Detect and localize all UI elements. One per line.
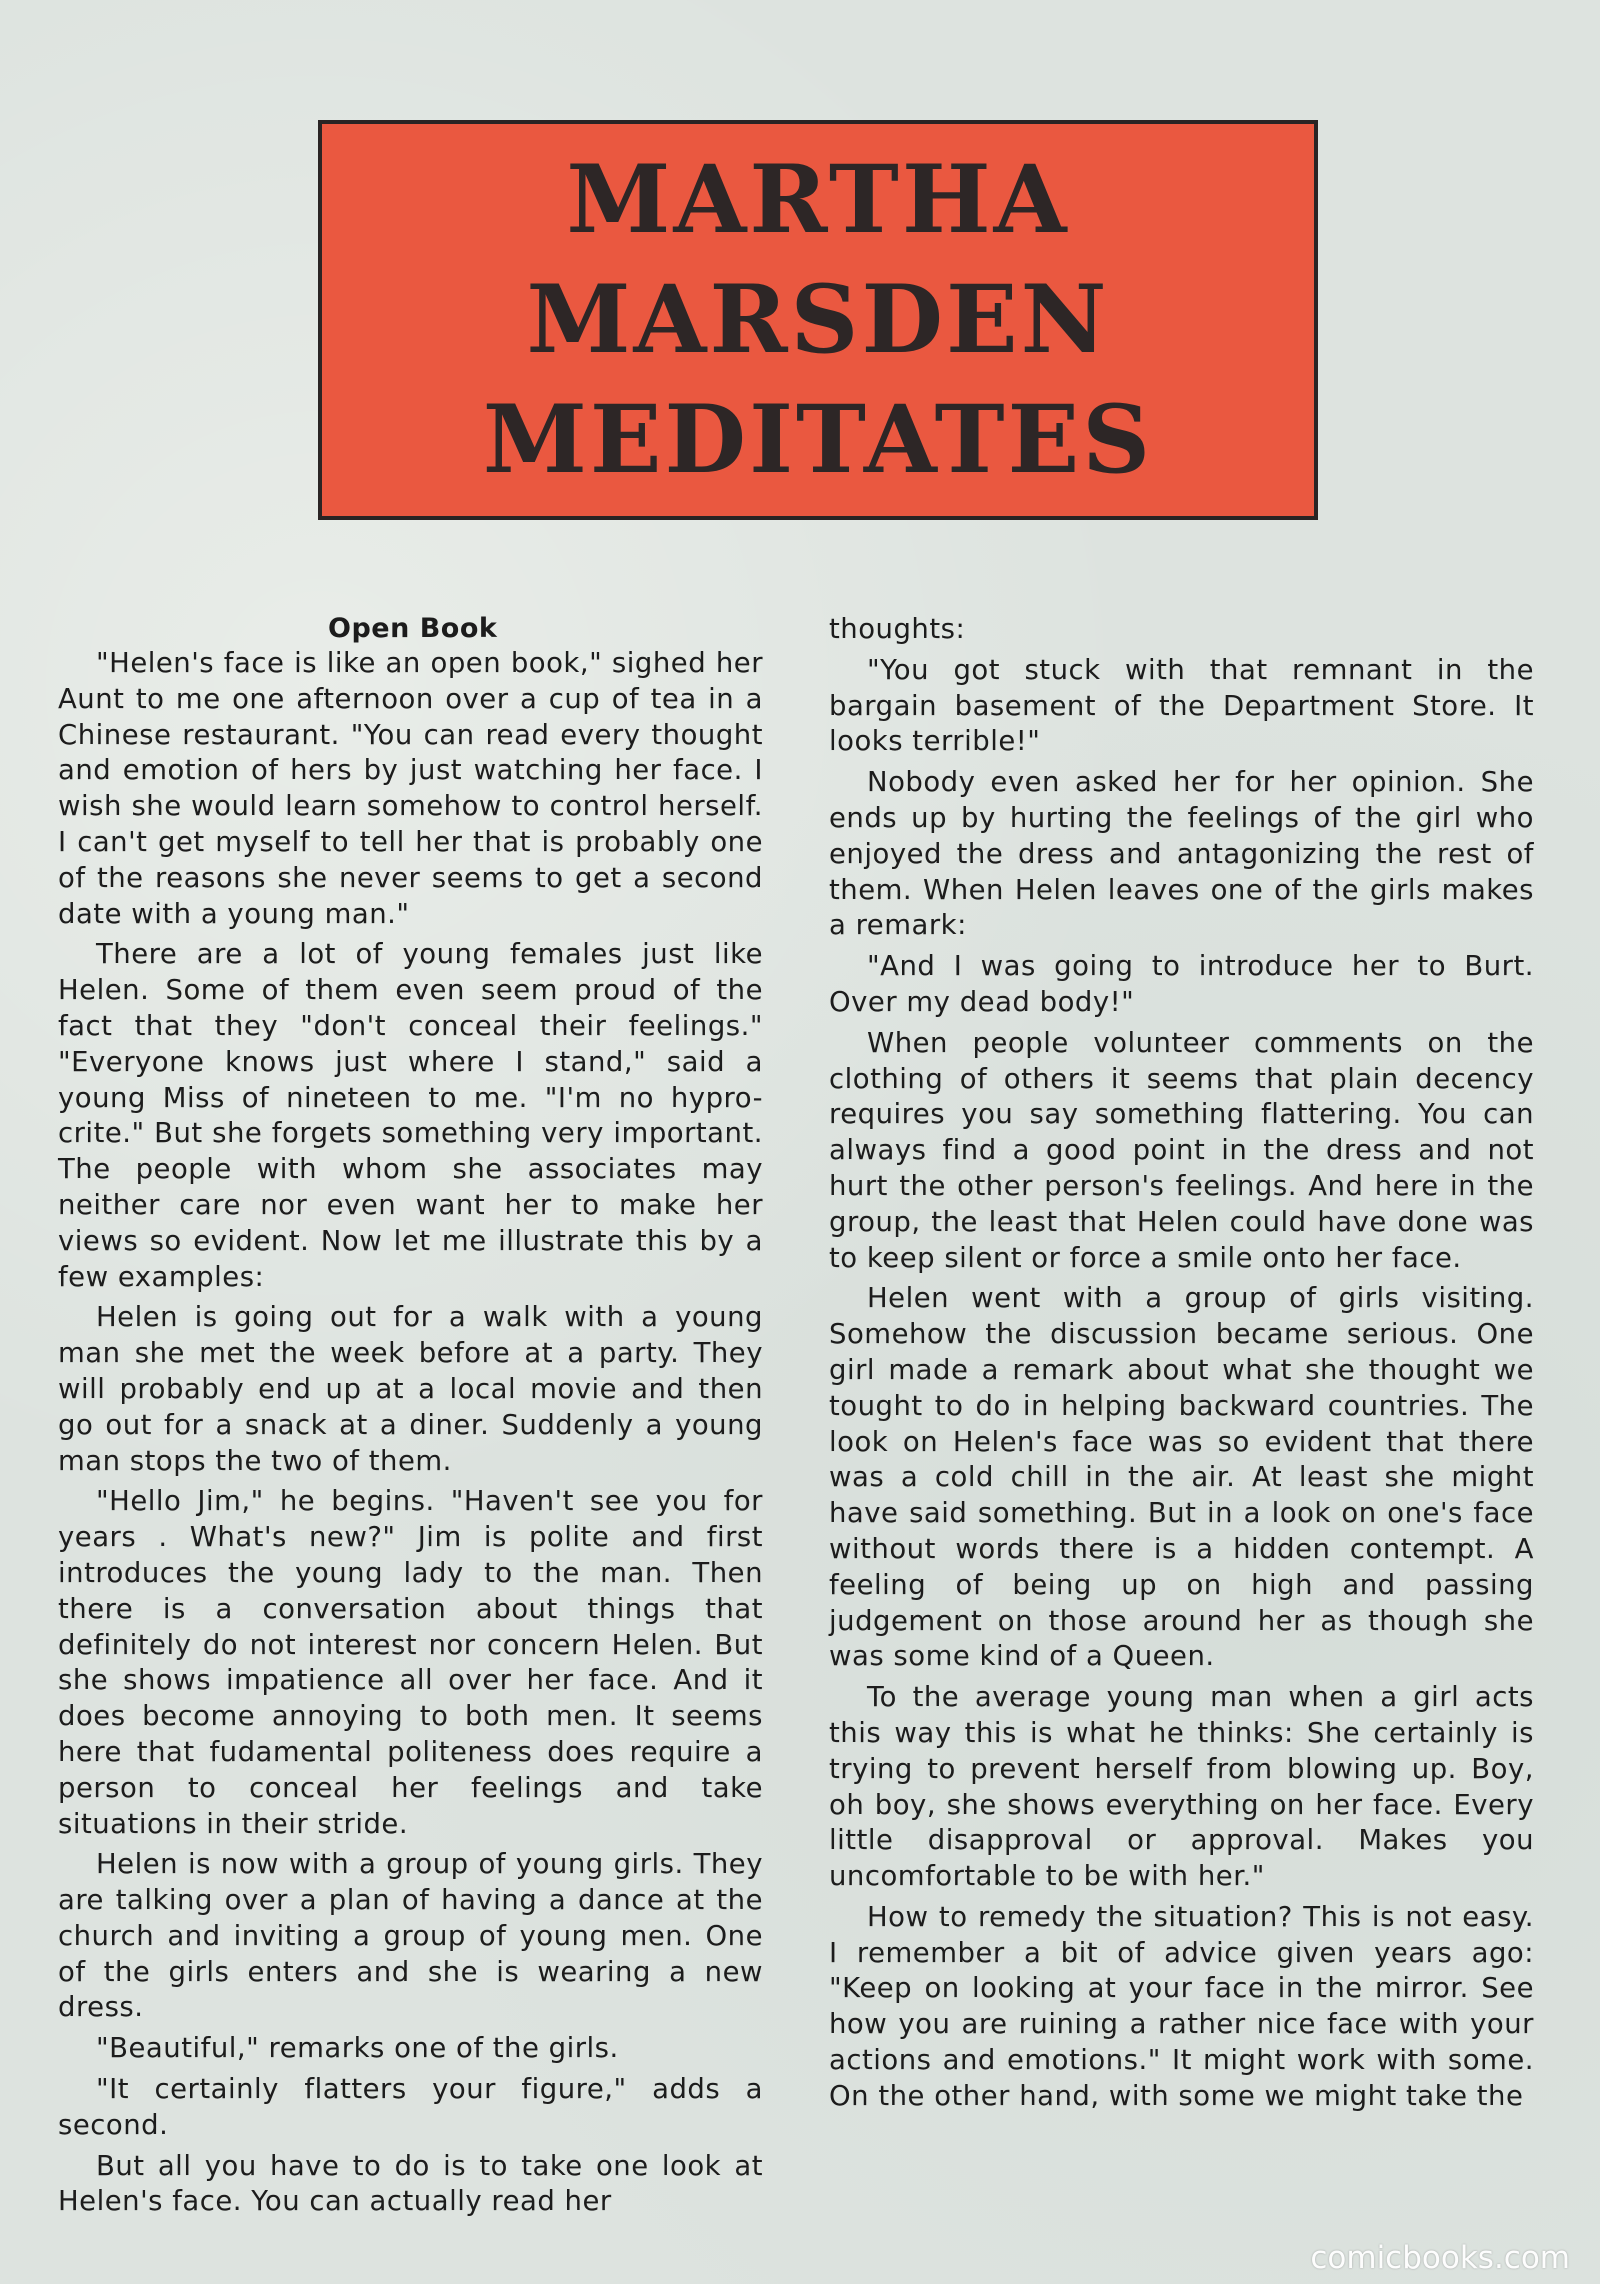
title-line-2: MARSDEN	[526, 265, 1110, 375]
paragraph: Helen is now with a group of young girls. They are talking over a plan of having a dance at the church and inviting a group of young men. One of the girls enters and she is wearing a new dress.	[58, 1848, 763, 2024]
paragraph: "And I was going to introduce her to Burt. Over my dead body!"	[829, 950, 1534, 1018]
paragraph: Helen is going out for a walk with a young man she met the week before at a party. They will probably end up at a local movie and then go out for a snack at a diner. Suddenly a young man stops the two of them.	[58, 1301, 763, 1477]
article-left-column	[58, 612, 763, 2225]
paragraph: Nobody even asked her for her opinion. She ends up by hurting the feelings of the girl who enjoyed the dress and antagonizing the rest of them. When Helen leaves one of the girls makes a remark:	[829, 766, 1534, 942]
paragraph: When people volunteer comments on the clothing of others it seems that plain decency requires you say something flattering. You can always find a good point in the dress and not hurt the other person's feelings. And here in the group, the least that Helen could have done was to keep silent or force a smile onto her face.	[829, 1026, 1534, 1274]
article-right-column	[829, 612, 1534, 2120]
paragraph: "It certainly flatters your figure," adds a second.	[58, 2073, 763, 2141]
paragraph-continuation: thoughts:	[829, 613, 966, 645]
paragraph: "Beautiful," remarks one of the girls.	[96, 2032, 619, 2065]
paragraph: How to remedy the situation? This is not easy. I remember a bit of advice given years ago: "Keep on looking at your face in the mirror. See how you are ruining a rather nice face with your actions and emotions." It might work with some. On the other hand, with some we might take the	[829, 1900, 1534, 2112]
paragraph: There are a lot of young females just like Helen. Some of them even seem proud of the fact that they "don't conceal their feelings." "Everyone knows just where I stand," said a young Miss of nineteen to me. "I'm no hypro-crite." But she forgets something very important. The people with whom she associates may neither care nor even want her to make her views so evident. Now let me illustrate this by a few examples:	[58, 938, 763, 1293]
paragraph: "Hello Jim," he begins. "Haven't see you for years . What's new?" Jim is polite and first introduces the young lady to the man. Then there is a conversation about things that definitely do not interest nor concern Helen. But she shows impatience all over her face. And it does become annoying to both men. It seems here that fudamental politeness does require a person to conceal her feelings and take situations in their stride.	[58, 1485, 763, 1840]
paragraph: "You got stuck with that remnant in the bargain basement of the Department Store. It looks terrible!"	[829, 653, 1534, 758]
title-line-1: MARTHA	[566, 145, 1070, 255]
paragraph: To the average young man when a girl acts this way this is what he thinks: She certainly is trying to prevent herself from blowing up. Boy, oh boy, she shows everything on her face. Every little disapproval or approval. Makes you uncomfortable to be with her."	[829, 1681, 1534, 1893]
title-line-3: MEDITATES	[482, 385, 1154, 495]
paragraph: "Helen's face is like an open book," sighed her Aunt to me one afternoon over a cup of tea in a Chinese restaurant. "You can read every thought and emotion of hers by just watching her face. I wish she would learn somehow to control herself. I can't get myself to tell her that is probably one of the reasons she never seems to get a second date with a young man."	[58, 647, 763, 930]
paragraph: Helen went with a group of girls visiting. Somehow the discussion became serious. One girl made a remark about what she thought we tought to do in helping backward countries. The look on Helen's face was so evident that there was a cold chill in the air. At least she might have said something. But in a look on one's face without words there is a hidden contempt. A feeling of being up on high and passing judgement on those around her as though she was some kind of a Queen.	[829, 1282, 1534, 1673]
site-watermark: comicbooks.com	[1310, 2240, 1570, 2276]
section-heading: Open Book	[328, 613, 498, 644]
title-banner	[318, 120, 1318, 520]
paragraph: But all you have to do is to take one look at Helen's face. You can actually read her	[58, 2149, 763, 2218]
